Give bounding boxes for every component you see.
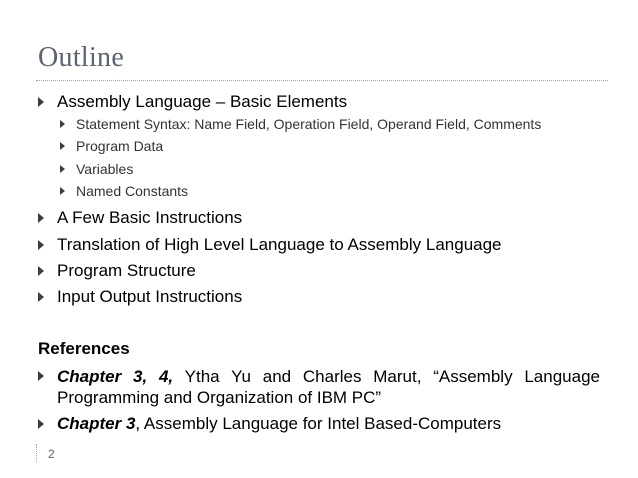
references-heading: References — [38, 339, 130, 358]
page-number-divider — [36, 444, 38, 462]
triangle-bullet-icon — [38, 240, 44, 250]
sub-bullet-item — [60, 161, 133, 177]
bullet-item — [38, 261, 196, 281]
reference-item — [38, 366, 600, 408]
triangle-bullet-icon — [38, 213, 44, 223]
reference-text — [57, 414, 501, 434]
triangle-bullet-icon — [38, 266, 44, 276]
triangle-bullet-icon — [60, 142, 65, 150]
reference-chapter: Chapter 3, 4, — [57, 367, 174, 386]
bullet-text: Input Output Instructions — [57, 287, 243, 306]
bullet-text: A Few Basic Instructions — [57, 208, 243, 227]
bullet-text: Translation of High Level Language to Assembly Language — [57, 235, 502, 254]
triangle-bullet-icon — [60, 187, 65, 195]
sub-bullet-text: Named Constants — [76, 183, 189, 199]
reference-citation: Ytha Yu and Charles Marut, “Assembly Language Programming and Organization of IBM PC” — [57, 367, 600, 407]
reference-citation: , Assembly Language for Intel Based-Computers — [135, 414, 502, 433]
triangle-bullet-icon — [60, 120, 65, 128]
triangle-bullet-icon — [38, 371, 44, 381]
triangle-bullet-icon — [38, 292, 44, 302]
sub-bullet-item — [60, 138, 163, 154]
reference-item — [38, 414, 501, 434]
bullet-item — [38, 92, 347, 112]
bullet-item — [38, 235, 502, 255]
sub-bullet-item — [60, 116, 541, 132]
sub-bullet-item — [60, 183, 188, 199]
triangle-bullet-icon — [38, 419, 44, 429]
reference-text — [57, 366, 600, 408]
triangle-bullet-icon — [38, 97, 44, 107]
title-divider — [36, 80, 608, 81]
sub-bullet-text: Program Data — [76, 138, 164, 154]
bullet-text: Program Structure — [57, 261, 196, 280]
bullet-text: Assembly Language – Basic Elements — [57, 92, 348, 111]
page-number: 2 — [48, 447, 55, 461]
bullet-item — [38, 208, 242, 228]
triangle-bullet-icon — [60, 165, 65, 173]
sub-bullet-text: Statement Syntax: Name Field, Operation Field, Operand Field, Comments — [76, 116, 542, 132]
sub-bullet-text: Variables — [76, 161, 134, 177]
slide-title: Outline — [38, 42, 125, 73]
bullet-item — [38, 287, 242, 307]
reference-chapter: Chapter 3 — [57, 414, 136, 433]
